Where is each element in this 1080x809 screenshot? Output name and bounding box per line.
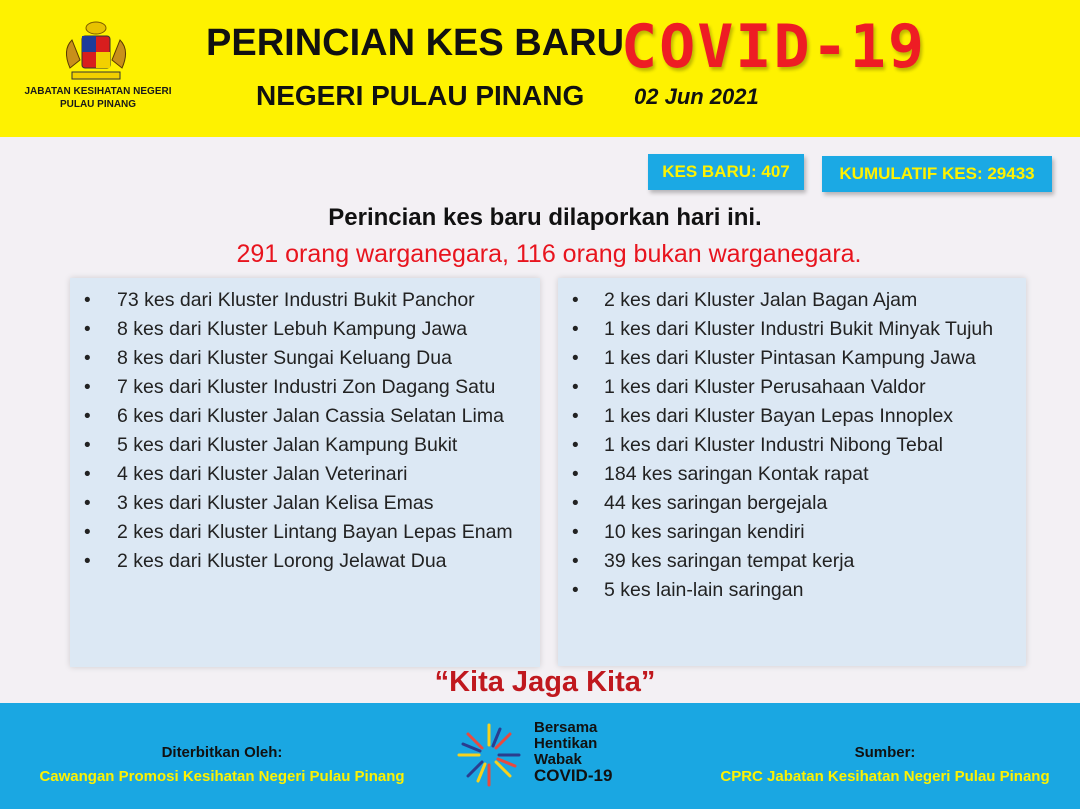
campaign-line-2: Hentikan [534, 735, 598, 752]
agency-name [10, 85, 186, 111]
cluster-list-left [70, 278, 540, 667]
list-item: • 39 kes saringan tempat kerja [558, 547, 1026, 576]
page-subtitle: NEGERI PULAU PINANG [256, 80, 585, 111]
list-item: • 2 kes dari Kluster Lintang Bayan Lepas Enam [70, 518, 540, 547]
list-item: • 44 kes saringan bergejala [558, 489, 1026, 518]
new-cases-badge: KES BARU: 407 [648, 154, 804, 190]
list-item: • 2 kes dari Kluster Jalan Bagan Ajam [558, 286, 1026, 315]
list-item: • 1 kes dari Kluster Bayan Lepas Innoplex [558, 402, 1026, 431]
source-label: Sumber: [854, 744, 916, 761]
publisher-label: Diterbitkan Oleh: [161, 744, 283, 761]
publisher-value: Cawangan Promosi Kesihatan Negeri Pulau Pinang [39, 768, 405, 785]
page-title: PERINCIAN KES BARU [206, 22, 625, 64]
campaign-logo-text [534, 720, 654, 784]
list-item: • 1 kes dari Kluster Industri Nibong Tebal [558, 431, 1026, 460]
list-item: • 6 kes dari Kluster Jalan Cassia Selatan Lima [70, 402, 540, 431]
list-item: • 8 kes dari Kluster Lebuh Kampung Jawa [70, 315, 540, 344]
list-item: • 4 kes dari Kluster Jalan Veterinari [70, 460, 540, 489]
cluster-list-right [558, 278, 1026, 666]
summary-heading: Perincian kes baru dilaporkan hari ini. [328, 204, 762, 231]
list-item: • 1 kes dari Kluster Industri Bukit Minyak Tujuh [558, 315, 1026, 344]
campaign-burst-icon [454, 715, 524, 795]
campaign-line-3: Wabak [534, 751, 582, 768]
coat-of-arms-icon [52, 20, 140, 84]
source-block [700, 741, 1070, 789]
source-value: CPRC Jabatan Kesihatan Negeri Pulau Pinang [720, 768, 1050, 785]
campaign-line-1: Bersama [534, 719, 598, 736]
list-item: • 5 kes lain-lain saringan [558, 576, 1026, 605]
header-banner [0, 0, 1080, 137]
campaign-line-4: COVID-19 [534, 766, 613, 785]
list-item: • 184 kes saringan Kontak rapat [558, 460, 1026, 489]
list-item: • 8 kes dari Kluster Sungai Keluang Dua [70, 344, 540, 373]
slogan: “Kita Jaga Kita” [434, 666, 656, 698]
list-item: • 1 kes dari Kluster Perusahaan Valdor [558, 373, 1026, 402]
footer [0, 703, 1080, 809]
list-item: • 5 kes dari Kluster Jalan Kampung Bukit [70, 431, 540, 460]
summary-breakdown: 291 orang warganegara, 116 orang bukan warganegara. [236, 240, 862, 268]
agency-line-2: PULAU PINANG [59, 99, 137, 110]
cumulative-cases-badge: KUMULATIF KES: 29433 [822, 156, 1052, 192]
list-item: • 10 kes saringan kendiri [558, 518, 1026, 547]
list-item: • 1 kes dari Kluster Pintasan Kampung Jawa [558, 344, 1026, 373]
list-item: • 3 kes dari Kluster Jalan Kelisa Emas [70, 489, 540, 518]
list-item: • 7 kes dari Kluster Industri Zon Dagang Satu [70, 373, 540, 402]
list-item: • 73 kes dari Kluster Industri Bukit Panchor [70, 286, 540, 315]
report-date: 02 Jun 2021 [634, 84, 759, 109]
covid-title: COVID-19 [621, 12, 926, 82]
publisher-block [20, 741, 424, 789]
agency-line-1: JABATAN KESIHATAN NEGERI [24, 86, 172, 97]
list-item: • 2 kes dari Kluster Lorong Jelawat Dua [70, 547, 540, 576]
